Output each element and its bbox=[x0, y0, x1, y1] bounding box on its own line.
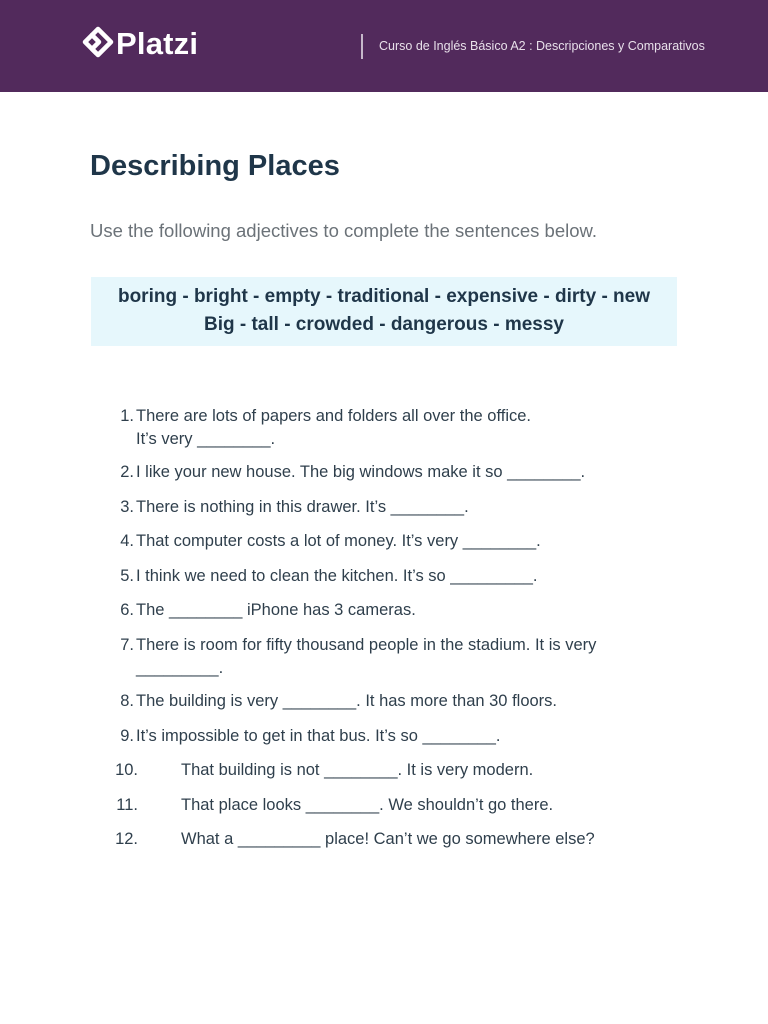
logo-text: Platzi bbox=[116, 26, 199, 61]
header-divider bbox=[361, 34, 363, 59]
word-bank-line-1: boring - bright - empty - traditional - expensive - dirty - new bbox=[117, 286, 651, 307]
exercise-number: 7. bbox=[120, 636, 134, 654]
word-bank-box bbox=[91, 277, 677, 346]
exercise-number: 10. bbox=[115, 761, 138, 779]
exercise-text: That computer costs a lot of money. It’s very ________. bbox=[136, 532, 541, 550]
instructions-text: Use the following adjectives to complete the sentences below. bbox=[90, 220, 597, 241]
exercise-text: There is room for fifty thousand people in the stadium. It is very _________. bbox=[136, 636, 597, 677]
exercise-text: The building is very ________. It has more than 30 floors. bbox=[136, 692, 557, 710]
exercise-number: 1. bbox=[120, 407, 134, 425]
platzi-logo-icon bbox=[82, 26, 114, 62]
exercise-number: 2. bbox=[120, 463, 134, 481]
exercise-number: 11. bbox=[116, 796, 138, 814]
exercise-text: I like your new house. The big windows make it so ________. bbox=[136, 463, 586, 481]
exercise-text: That building is not ________. It is very modern. bbox=[181, 761, 534, 779]
exercise-text: It’s impossible to get in that bus. It’s so ________. bbox=[136, 727, 501, 745]
exercise-text: That place looks ________. We shouldn’t go there. bbox=[181, 796, 554, 814]
exercise-text: I think we need to clean the kitchen. It’s so _________. bbox=[136, 567, 538, 585]
exercise-number: 6. bbox=[120, 601, 134, 619]
exercise-text: The ________ iPhone has 3 cameras. bbox=[136, 601, 416, 619]
exercise-text: There are lots of papers and folders all over the office. It’s very ________. bbox=[136, 407, 532, 448]
exercise-number: 12. bbox=[115, 830, 138, 848]
exercise-number: 3. bbox=[120, 498, 134, 516]
header-bar bbox=[0, 0, 768, 92]
platzi-logo[interactable] bbox=[82, 26, 198, 62]
exercise-text: There is nothing in this drawer. It’s ________. bbox=[136, 498, 469, 516]
exercise-number: 8. bbox=[120, 692, 134, 710]
exercise-number: 9. bbox=[120, 727, 134, 745]
course-title: Curso de Inglés Básico A2 : Descripciones y Comparativos bbox=[379, 39, 705, 53]
word-bank-line-2: Big - tall - crowded - dangerous - messy bbox=[203, 314, 564, 335]
exercise-text: What a _________ place! Can’t we go somewhere else? bbox=[181, 830, 595, 848]
exercise-number: 4. bbox=[120, 532, 134, 550]
exercise-number: 5. bbox=[120, 567, 134, 585]
page-title: Describing Places bbox=[90, 150, 340, 182]
